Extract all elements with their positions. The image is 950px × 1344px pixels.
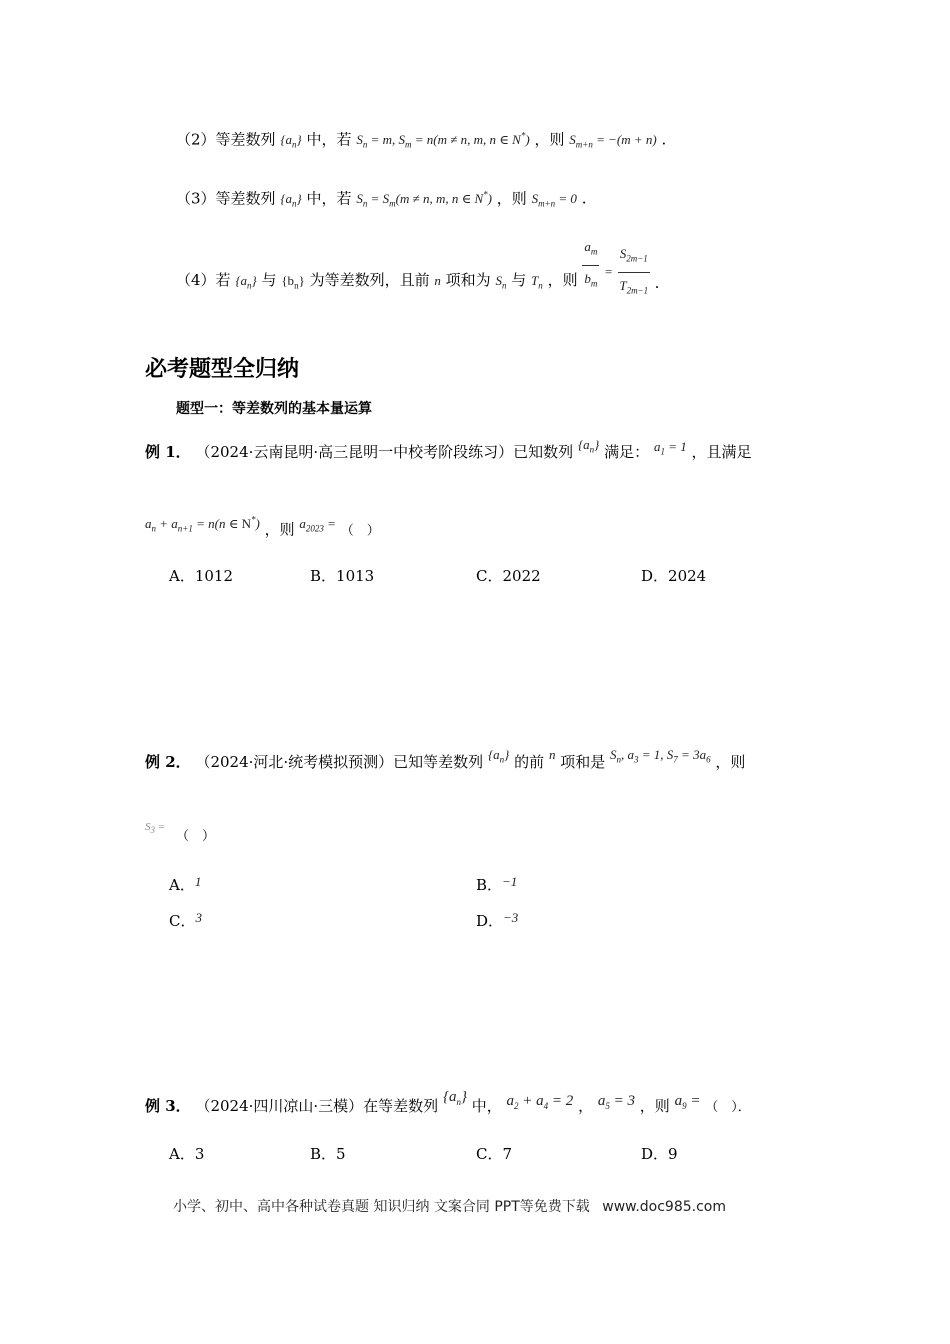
- property-3-mid: 中，若: [306, 189, 352, 208]
- example-3-condition-1: $a_2 + a_4 = 2$: [506, 1093, 574, 1111]
- example-2-condition: $S_n$, $a_3 = 1$, $S_7 = 3a_6$: [610, 747, 711, 765]
- property-4: [176, 239, 660, 302]
- example-1-text3: ，则: [264, 520, 295, 539]
- variable-n: n: [548, 747, 556, 762]
- sequence-b-formula: $\{b_n\}$: [281, 273, 305, 291]
- variable-n: n: [434, 273, 441, 289]
- property-2-label: （2）等差数列: [176, 130, 276, 149]
- property-2-result: $S_{m+n} = -(m + n)$: [569, 132, 657, 150]
- example-1-condition-1: $a_1 = 1$: [653, 439, 687, 457]
- example-3-text2: ，则: [639, 1097, 670, 1115]
- property-4-with2: 与: [511, 271, 527, 290]
- example-1-option-c[interactable]: C．2022: [476, 567, 541, 585]
- example-2-option-a[interactable]: A．1: [169, 874, 202, 894]
- example-3-comma: ，: [578, 1097, 594, 1115]
- sequence-a-formula: $\{a_n\}$: [487, 747, 510, 765]
- footer-site-link[interactable]: www.doc985.com: [602, 1199, 726, 1215]
- example-1-option-d[interactable]: D．2024: [641, 567, 707, 585]
- property-3: [176, 185, 587, 214]
- property-4-with: 与: [261, 271, 277, 290]
- property-4-end: .: [654, 274, 660, 293]
- property-4-text2: 项和为: [445, 271, 491, 290]
- example-2-label: 例 2．: [145, 753, 191, 771]
- example-2-text1: 的前: [514, 753, 545, 771]
- example-1-option-b[interactable]: B．1013: [310, 567, 375, 585]
- example-2-source: （2024·河北·统考模拟预测）已知等差数列: [195, 753, 484, 771]
- example-2-question: $S_3$ =: [145, 821, 166, 836]
- section-title: 必考题型全归纳: [145, 357, 300, 382]
- example-1-label: 例 1．: [145, 443, 191, 461]
- footer-text: 小学、初中、高中各种试卷真题 知识归纳 文案合同 PPT等免费下载: [173, 1199, 590, 1215]
- example-2-option-d[interactable]: D．−3: [476, 910, 519, 930]
- example-3-question: $a_9$ =: [674, 1093, 701, 1111]
- sum-t-formula: $T_n$: [531, 273, 543, 291]
- example-3-option-a[interactable]: A．3: [169, 1145, 205, 1163]
- example-3-option-d[interactable]: D．9: [641, 1145, 678, 1163]
- example-1-condition-2: $a_n + a_{n+1} = n(n$ ∈ N*): [145, 515, 260, 534]
- property-3-result: $S_{m+n} = 0$: [531, 191, 577, 209]
- property-3-then: ，则: [496, 189, 527, 208]
- property-3-label: （3）等差数列: [176, 189, 276, 208]
- sequence-a-formula: $\{a_n\}$: [280, 132, 302, 150]
- property-4-then: ，则: [547, 271, 578, 290]
- example-3-source: （2024·四川凉山·三模）在等差数列: [195, 1097, 439, 1115]
- example-1-line-2: [145, 516, 380, 545]
- example-2-text2: 项和是: [560, 753, 606, 771]
- example-1-paren: （ ）: [340, 523, 380, 539]
- sequence-a-formula: $\{a_n\}$: [235, 273, 257, 291]
- page-footer: [173, 1196, 726, 1216]
- example-3-line-1: [145, 1089, 751, 1122]
- example-1-line-1: [145, 437, 752, 468]
- sum-s-formula: $S_n$: [495, 273, 507, 291]
- example-2-option-b[interactable]: B．−1: [476, 874, 518, 894]
- property-2-condition: $S_n = m$, $S_m = n(m \ne n$, m, n ∈ N*): [356, 131, 530, 150]
- example-2-option-c[interactable]: C．3: [169, 910, 202, 930]
- example-2-line-1: [145, 747, 746, 778]
- property-4-text1: 为等差数列，且前: [309, 271, 430, 290]
- example-2-text3: ，则: [715, 753, 746, 771]
- example-1-text1: 满足：: [604, 443, 650, 461]
- ratio-left-fraction: $\frac{a_m}{b_m}$: [582, 235, 599, 295]
- example-1-text2: ，且满足: [691, 443, 752, 461]
- example-3-condition-2: $a_5 = 3$: [597, 1093, 635, 1111]
- property-3-end: .: [581, 189, 587, 208]
- property-2-mid: 中，若: [306, 130, 352, 149]
- example-1-question: $a_{2023}$ =: [299, 516, 336, 534]
- example-1-source: （2024·云南昆明·高三昆明一中校考阶段练习）已知数列: [195, 443, 574, 461]
- sequence-a-formula: $\{a_n\}$: [442, 1089, 467, 1107]
- sequence-a-formula: $\{a_n\}$: [280, 191, 302, 209]
- example-3-option-b[interactable]: B．5: [310, 1145, 346, 1163]
- example-3-label: 例 3．: [145, 1097, 191, 1115]
- example-2-paren: （ ）: [176, 829, 216, 844]
- property-4-label: （4）若: [176, 271, 231, 290]
- property-2-then: ，则: [534, 130, 565, 149]
- section-subtitle: 题型一：等差数列的基本量运算: [176, 401, 372, 417]
- ratio-right-fraction: $\frac{S_{2m-1}}{T_{2m-1}}$: [618, 242, 650, 302]
- property-2: [176, 126, 666, 155]
- property-2-end: .: [661, 130, 667, 149]
- example-1-option-a[interactable]: A．1012: [169, 567, 234, 585]
- ratio-equals: =: [604, 264, 613, 280]
- sequence-a-formula: $\{a_n\}$: [577, 437, 600, 455]
- example-3-option-c[interactable]: C．7: [476, 1145, 513, 1163]
- example-3-text1: 中，: [471, 1097, 502, 1115]
- example-3-paren: （ ）．: [705, 1100, 751, 1115]
- property-3-condition: $S_n = S_m(m \ne n$, m, n ∈ N*): [356, 190, 492, 209]
